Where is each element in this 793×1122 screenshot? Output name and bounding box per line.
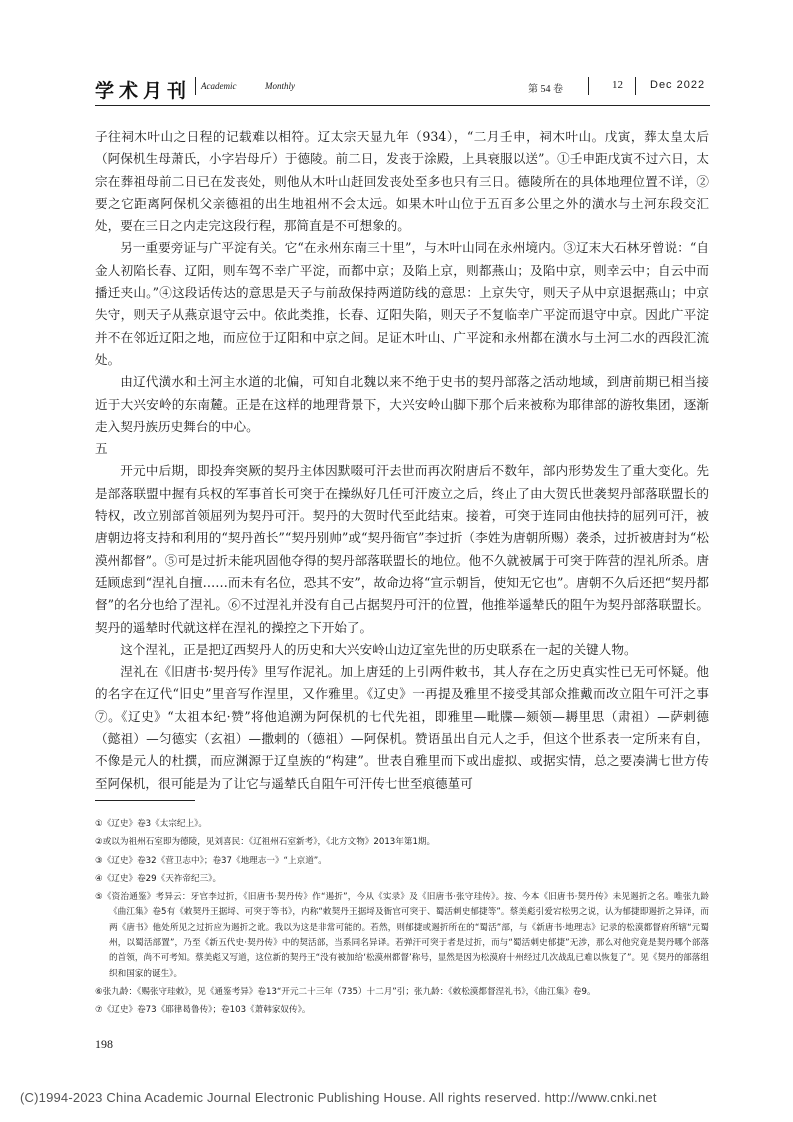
header-divider: [635, 77, 636, 95]
header-divider: [195, 77, 196, 95]
volume-label: 第 54 卷: [528, 84, 563, 95]
footnote: ⑦《辽史》卷73《耶律曷鲁传》；卷103《萧韩家奴传》。: [95, 1005, 311, 1016]
footnote-rule: [95, 800, 195, 801]
body-paragraph: 由辽代潢水和土河主水道的北偏，可知自北魏以来不绝于史书的契丹部落之活动地域，到唐前期已相当接近于大兴安岭的东南麓。正是在这样的地理背景下，大兴安岭山脚下那个后来被称为耶律部的游牧集团，逐渐走入契丹族历史舞台的中心。: [95, 374, 709, 434]
journal-english-word1: Academic: [201, 81, 237, 91]
copyright-notice: (C)1994-2023 China Academic Journal Electronic Publishing House. All rights reserved. http://www.cnki.net: [20, 1090, 657, 1105]
footnotes: [95, 817, 709, 1022]
body-paragraph: 另一重要旁证与广平淀有关。它“在永州东南三十里”，与木叶山同在永州境内。③辽末大石林牙曾说：“自金人初陷长春、辽阳，则车驾不幸广平淀，而都中京；及陷上京，则都燕山；及陷中京，则幸云中；自云中而播迁夹山。”④这段话传达的意思是天子与前敌保持两道防线的意思：上京失守，则天子从中京退据燕山；中京失守，则天子从燕京退守云中。依此类推，长春、辽阳失陷，则天子不复临幸广平淀而退守中京。因此广平淀并不在邻近辽阳之地，而应位于辽阳和中京之间。足证木叶山、广平淀和永州都在潢水与土河二水的西段汇流处。: [95, 240, 709, 367]
footnote: ③《辽史》卷32《营卫志中》；卷37《地理志一》“上京道”。: [95, 855, 327, 866]
main-text: [95, 126, 709, 795]
footnote: ①《辽史》卷3《太宗纪上》。: [95, 819, 207, 829]
running-header: [95, 74, 710, 108]
body-paragraph: 涅礼在《旧唐书·契丹传》里写作泥礼。加上唐廷的上引两件敕书，其人存在之历史真实性已无可怀疑。他的名字在辽代“旧史”里音写作涅里，又作雅里。《辽史》一再提及雅里不接受其部众推戴而改立阻午可汗之事⑦。《辽史》“太祖本纪·赞”将他追溯为阿保机的七代先祖，即雅里—毗牒—颏领—耨里思（肃祖）—萨剌德（懿祖）—匀德实（玄祖）—撒剌的（德祖）—阿保机。赞语虽出自元人之手，但这个世系表一定所来有自，不像是元人的杜撰，而应渊源于辽皇族的“构建”。世表自雅里而下或出虚拟、或据实情，总之要凑满七世方传至阿保机，很可能是为了让它与遥辇氏自阻午可汗传七世至痕德堇可: [95, 664, 709, 791]
journal-logo: 学术月刊: [95, 80, 192, 102]
page-number: 198: [95, 1037, 113, 1051]
journal-english-word2: Monthly: [265, 81, 295, 91]
footnote: ⑤《资治通鉴》考异云：牙官李过折，《旧唐书·契丹传》作“遏折”，今从《实录》及《旧唐书·张守珪传》。按、今本《旧唐书·契丹传》未见遏折之名。唯张九龄《曲江集》卷5有《敕契丹王据埒、可突于等书》，内称“敕契丹王据埒及衙官可突于、蜀活刺史郁捷等”。蔡美彪引爱宕松男之说，认为郁捷即遏折之异译，而两《唐书》他处所见之过折应为遏折之讹。我以为这是非常可能的。若然，则郁捷或遏折所在的“蜀活”部，与《新唐书·地理志》记录的松漠都督府所辖“元蜀州，以蜀活部置”，乃至《新五代史·契丹传》中的契活部，当系同名异译。若弹汗可突于者是过折，而与“蜀活刺史郁捷”无涉，那么对他究竟是契丹哪个部落的首领，尚不可考知。蔡美彪又写道，这位新的契丹王“没有被加给‘松漠州都督’称号，显然是因为松漠府十州经过几次战乱已难以恢复了”。见《契丹的部落组织和国家的诞生》。: [95, 892, 709, 979]
body-paragraph: 这个涅礼，正是把辽西契丹人的历史和大兴安岭山边辽室先世的历史联系在一起的关键人物。: [120, 641, 637, 657]
body-paragraph: 子往祠木叶山之日程的记载难以相符。辽太宗天显九年（934），“二月壬申，祠木叶山。戊寅，葬太皇太后（阿保机生母萧氏，小字岩母斤）于德陵。前二日，发丧于涂殿，上具衰服以送”。①壬申距戊寅不过六日，太宗在葬祖母前二日已在发丧处，则他从木叶山赶回发丧处至多也只有三日。德陵所在的具体地理位置不详，②要之它距离阿保机父亲德祖的出生地祖州不会太远。如果木叶山位于五百多公里之外的潢水与土河东段交汇处，要在三日之内走完这段行程，那简直是不可想象的。: [95, 129, 709, 234]
footnote: ④《辽史》卷29《天祚帝纪三》。: [95, 873, 222, 884]
footnote: ⑥张九龄：《赐张守珪敕》，见《通鉴考异》卷13“开元二十三年（735）十二月”引；张九龄：《敕松漠都督涅礼书》，《曲江集》卷9。: [95, 986, 596, 997]
header-rule: [95, 105, 710, 106]
footnote: ②或以为祖州石室即为德陵，见刘喜民：《辽祖州石室新考》，《北方文物》2013年第1期。: [95, 837, 436, 848]
header-divider: [588, 77, 589, 95]
section-heading: 五: [95, 441, 108, 457]
issue-date: Dec 2022: [650, 79, 706, 91]
body-paragraph: 开元中后期，即投奔突厥的契丹主体因默啜可汗去世而再次附唐后不数年，部内形势发生了重大变化。先是部落联盟中握有兵权的军事首长可突于在操纵好几任可汗废立之后，终止了由大贺氏世袭契丹部落联盟长的特权，改立别部首领屈列为契丹可汗。契丹的大贺时代至此结束。接着，可突于连同由他扶持的屈列可汗，被唐朝边将支持和利用的“契丹酋长”“契丹别帅”或“契丹衙官”李过折（李姓为唐朝所赐）袭杀，过折被唐封为“松漠州都督”。⑤可是过折未能巩固他夺得的契丹部落联盟长的地位。他不久就被属于可突于阵营的涅礼所杀。唐廷顾虑到“涅礼自擅……而未有名位，恐其不安”，故命边将“宣示朝旨，使知无它也”。唐朝不久后还把“契丹都督”的名分也给了涅礼。⑥不过涅礼并没有自己占据契丹可汗的位置，他推举遥辇氏的阻午为契丹部落联盟长。契丹的遥辇时代就这样在涅礼的操控之下开始了。: [95, 463, 709, 635]
issue-number: 12: [612, 79, 623, 91]
